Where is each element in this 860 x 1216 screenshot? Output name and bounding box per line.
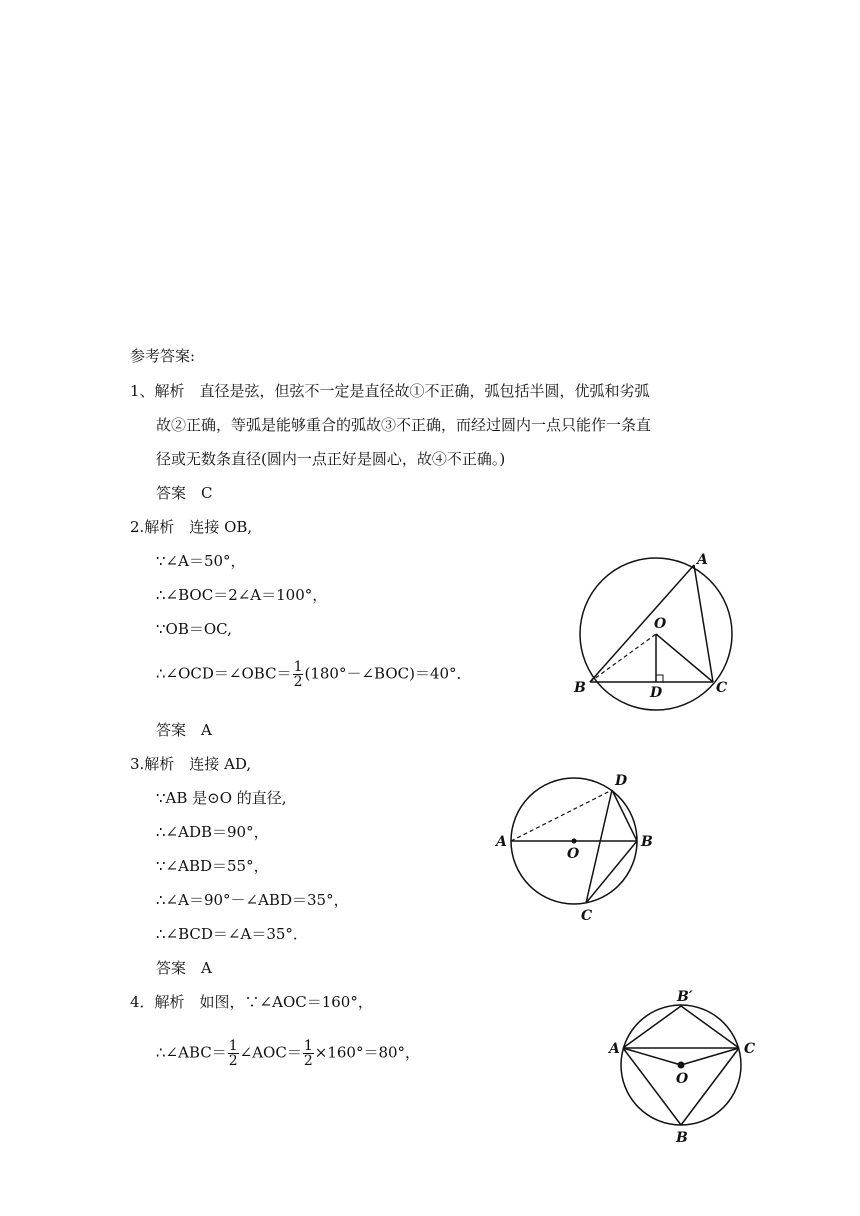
q1-line-2: 故②正确，等弧是能够重合的弧故③不正确，而经过圆内一点只能作一条直 <box>156 416 652 434</box>
q3-answer: 答案 A <box>156 959 212 977</box>
answers-heading: 参考答案: <box>130 347 196 365</box>
q2-label-b: B <box>574 680 586 696</box>
q3-step-3: ∵∠ABD＝55°， <box>156 857 269 875</box>
q3-label-d: D <box>615 773 628 789</box>
q1-line-3: 径或无数条直径(圆内一点正好是圆心，故④不正确。) <box>156 450 506 468</box>
q3-title: 3.解析 连接 AD, <box>130 755 252 773</box>
q4-fraction-2: $\frac{1}{2}$ <box>303 1038 313 1069</box>
q2-label-d: D <box>650 685 663 701</box>
q2-right-angle <box>656 675 663 682</box>
q4-center-dot <box>678 1062 685 1069</box>
q4-label-a: A <box>609 1041 620 1057</box>
q3-label-c: C <box>581 908 593 924</box>
q4-label-b: B <box>676 1130 688 1146</box>
q4-label-b-prime: B′ <box>677 989 693 1005</box>
q1-answer: 答案 C <box>156 484 213 502</box>
q3-step-5: ∴∠BCD＝∠A＝35°． <box>156 925 308 943</box>
q4-fraction-1: $\frac{1}{2}$ <box>228 1038 238 1069</box>
q2-step-2: ∴∠BOC＝2∠A＝100°， <box>156 586 328 604</box>
q4-line-ao <box>623 1048 681 1065</box>
q3-figure <box>490 768 660 928</box>
q4-figure <box>600 986 770 1156</box>
q2-answer: 答案 A <box>156 721 212 739</box>
q4-step-1-middle: ∠AOC＝ <box>239 1043 302 1062</box>
q1-line-1: 1、解析 直径是弦，但弦不一定是直径故①不正确，弧包括半圆，优弧和劣弧 <box>130 382 650 400</box>
q4-label-o: O <box>676 1071 689 1087</box>
q2-line-ac <box>694 565 713 682</box>
q4-label-c: C <box>744 1041 756 1057</box>
q3-step-1: ∵AB 是⊙O 的直径, <box>156 789 287 807</box>
q4-title: 4．解析 如图，∵∠AOC＝160°， <box>130 993 373 1011</box>
q4-line-co <box>681 1048 739 1065</box>
q2-line-ab <box>590 565 694 682</box>
q3-label-a: A <box>496 834 507 850</box>
q2-label-a: A <box>697 552 708 568</box>
q4-line-bc <box>681 1048 739 1125</box>
q2-title: 2.解析 连接 OB, <box>130 518 253 536</box>
q2-line-ob <box>590 634 656 682</box>
q2-step-1: ∵∠A＝50°， <box>156 552 246 570</box>
q2-figure <box>560 548 760 728</box>
q3-line-db <box>612 790 637 841</box>
q3-center-dot <box>572 839 577 844</box>
q3-step-2: ∴∠ADB＝90°， <box>156 823 269 841</box>
q3-line-ad <box>511 790 612 841</box>
q2-step-4-suffix: (180°－∠BOC)＝40°． <box>304 664 472 683</box>
q4-step-1 <box>156 1039 420 1068</box>
q3-step-4: ∴∠A＝90°－∠ABD＝35°， <box>156 891 349 909</box>
q2-step-4 <box>156 660 472 689</box>
q2-step-3: ∵OB＝OC, <box>156 620 232 638</box>
q4-step-1-prefix: ∴∠ABC＝ <box>156 1043 227 1062</box>
q4-line-ab <box>623 1048 681 1125</box>
q2-label-c: C <box>716 680 728 696</box>
q4-step-1-suffix: ×160°＝80°， <box>314 1043 421 1062</box>
q3-label-b: B <box>641 834 653 850</box>
q2-line-oc <box>656 634 713 682</box>
q2-step-4-prefix: ∴∠OCD＝∠OBC＝ <box>156 664 292 683</box>
q2-fraction: $\frac{1}{2}$ <box>293 659 303 690</box>
q2-label-o: O <box>654 616 667 632</box>
q3-label-o: O <box>567 846 580 862</box>
